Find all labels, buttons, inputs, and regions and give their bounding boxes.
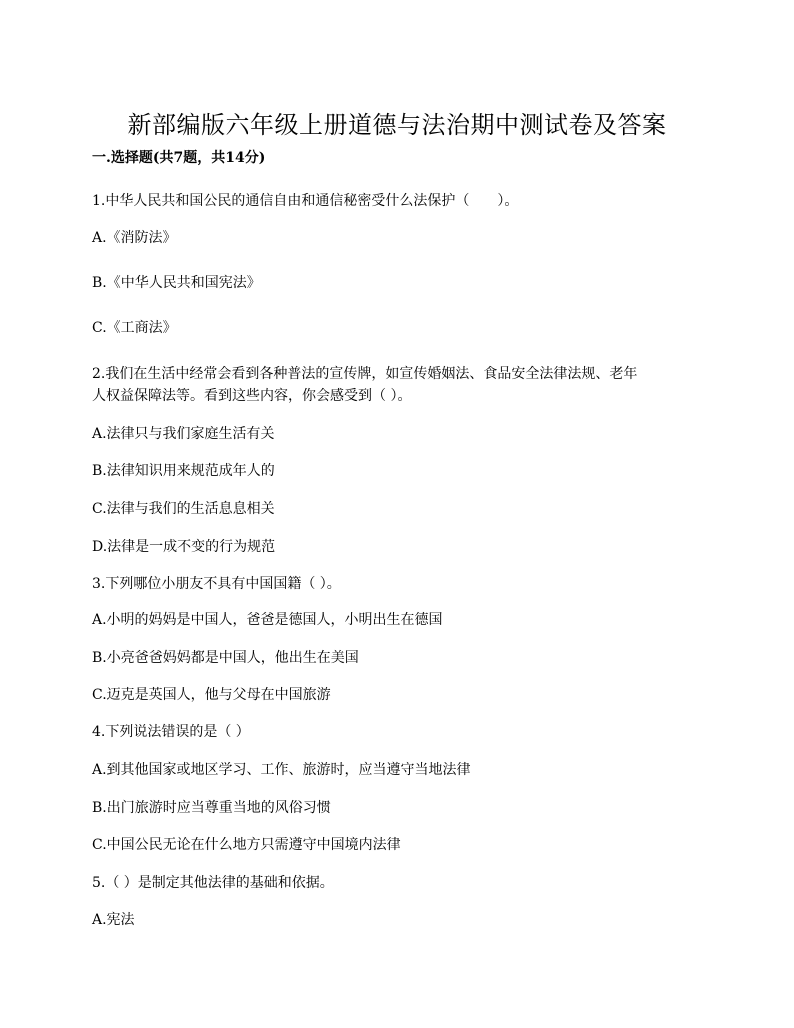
question-2-stem-line-1: 2.我们在生活中经常会看到各种普法的宣传牌，如宣传婚姻法、食品安全法律法规、老年 [92, 366, 638, 382]
question-4-option-c: C.中国公民无论在什么地方只需遵守中国境内法律 [92, 837, 401, 853]
question-4-option-a: A.到其他国家或地区学习、工作、旅游时，应当遵守当地法律 [92, 762, 471, 778]
question-5-stem: 5.（ ）是制定其他法律的基础和依据。 [92, 875, 334, 891]
section-heading: 一.选择题(共7题，共14分) [92, 150, 266, 166]
question-1-stem: 1.中华人民共和国公民的通信自由和通信秘密受什么法保护（ ）。 [92, 193, 519, 209]
question-2-option-b: B.法律知识用来规范成年人的 [92, 463, 275, 479]
question-4-option-b: B.出门旅游时应当尊重当地的风俗习惯 [92, 800, 331, 816]
question-3-option-c: C.迈克是英国人，他与父母在中国旅游 [92, 687, 331, 703]
question-3-option-a: A.小明的妈妈是中国人，爸爸是德国人，小明出生在德国 [92, 612, 443, 628]
question-3-stem: 3.下列哪位小朋友不具有中国国籍（ ）。 [92, 576, 341, 592]
question-4-stem: 4.下列说法错误的是（ ） [92, 724, 250, 740]
question-1-option-b: B.《中华人民共和国宪法》 [92, 275, 261, 291]
question-5-option-a: A.宪法 [92, 912, 135, 928]
question-2-option-c: C.法律与我们的生活息息相关 [92, 501, 275, 517]
question-2-option-d: D.法律是一成不变的行为规范 [92, 539, 276, 555]
question-2-option-a: A.法律只与我们家庭生活有关 [92, 426, 275, 442]
question-2-stem-line-2: 人权益保障法等。看到这些内容，你会感受到（ ）。 [92, 388, 412, 404]
question-1-option-a: A.《消防法》 [92, 230, 177, 246]
question-3-option-b: B.小亮爸爸妈妈都是中国人，他出生在美国 [92, 650, 359, 666]
page-title: 新部编版六年级上册道德与法治期中测试卷及答案 [127, 111, 667, 140]
question-1-option-c: C.《工商法》 [92, 320, 177, 336]
